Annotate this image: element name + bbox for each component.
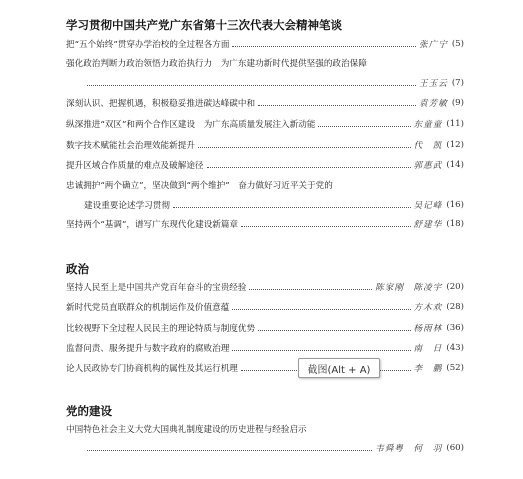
entry-author: 李 鹏: [413, 364, 443, 374]
toc-entry[interactable]: [66, 279, 464, 295]
entry-page: (28): [446, 302, 464, 312]
toc-entry-continuation[interactable]: [84, 197, 464, 213]
toc-entry[interactable]: [66, 55, 464, 71]
dot-leader: [232, 349, 410, 351]
entry-page: (14): [446, 160, 464, 170]
entry-title: 深刻认识、把握机遇，积极稳妥推进碳达峰碳中和: [66, 99, 256, 109]
toc-entry-continuation[interactable]: [84, 440, 464, 456]
dot-leader: [232, 308, 410, 310]
dot-leader: [258, 329, 410, 331]
toc-entry-continuation[interactable]: [84, 75, 464, 91]
toc-entry[interactable]: [66, 340, 464, 356]
toc-entry[interactable]: [66, 137, 464, 153]
dot-leader: [207, 166, 411, 168]
entry-title: 数字技术赋能社会治理效能新提升: [66, 141, 195, 151]
toc-entry[interactable]: [66, 299, 464, 315]
dot-leader: [318, 125, 410, 127]
entry-title: 新时代党员直联群众的机制运作及价值意蕴: [66, 303, 230, 313]
section-title: 党的建设: [66, 404, 112, 418]
entry-author: 方木欢: [413, 303, 443, 313]
entry-title: 中国特色社会主义大党大国典礼制度建设的历史进程与经验启示: [66, 425, 307, 435]
dot-leader: [87, 449, 372, 451]
entry-author: 东童童: [413, 120, 443, 130]
section-title: 学习贯彻中国共产党广东省第十三次代表大会精神笔谈: [66, 18, 342, 32]
entry-page: (52): [446, 363, 464, 373]
entry-author: 吴记峰: [413, 201, 443, 211]
toc-entry[interactable]: [66, 116, 464, 132]
entry-author: 王玉云: [419, 79, 448, 89]
entry-title: 提升区域合作质量的难点及破解途径: [66, 161, 204, 171]
entry-title: 监督问责、服务提升与数字政府的腐败治理: [66, 344, 230, 354]
entry-page: (7): [451, 78, 464, 88]
entry-author: 南 日: [413, 344, 443, 354]
toc-entry[interactable]: [66, 157, 464, 173]
entry-title: 把“五个始终”贯穿办学治校的全过程各方面: [66, 40, 230, 50]
entry-author: 舒建华: [413, 220, 443, 230]
entry-title: 坚持两个“基调”，谱写广东现代化建设新篇章: [66, 220, 239, 230]
entry-page: (60): [446, 443, 464, 453]
toc-entry[interactable]: [66, 216, 464, 232]
screenshot-tooltip: 截图(Alt + A): [298, 358, 380, 378]
entry-page: (43): [446, 343, 464, 353]
dot-leader: [241, 225, 410, 227]
dot-leader: [173, 206, 411, 208]
entry-title: 论人民政协专门协商机构的属性及其运行机理: [66, 364, 238, 374]
entry-author: 陈家刚 陈凌宇: [375, 283, 443, 293]
entry-author: 代 凯: [413, 141, 443, 151]
toc-entry[interactable]: [66, 360, 464, 376]
entry-author: 袁芳敏: [419, 99, 448, 109]
entry-title: 比较视野下全过程人民民主的理论特质与制度优势: [66, 324, 256, 334]
entry-author: 杨雨林: [413, 324, 443, 334]
entry-title-cont: 建设重要论述学习贯彻: [84, 201, 170, 211]
dot-leader: [87, 84, 416, 86]
entry-page: (18): [446, 219, 464, 229]
entry-title: 强化政治判断力政治领悟力政治执行力 为广东建功新时代提供坚强的政治保障: [66, 59, 367, 69]
dot-leader: [258, 104, 416, 106]
entry-author: 张广宁: [419, 40, 448, 50]
dot-leader: [249, 288, 372, 290]
toc-entry[interactable]: [66, 95, 464, 111]
section-title: 政治: [66, 262, 89, 276]
toc-entry[interactable]: [66, 36, 464, 52]
toc-entry[interactable]: [66, 177, 464, 193]
entry-page: (9): [451, 98, 464, 108]
entry-title: 纵深推进“双区”和两个合作区建设 为广东高质量发展注入新动能: [66, 120, 316, 130]
toc-entry[interactable]: [66, 421, 464, 437]
entry-author: 郭惠武: [413, 161, 443, 171]
entry-page: (36): [446, 323, 464, 333]
toc-entry[interactable]: [66, 320, 464, 336]
entry-page: (11): [446, 119, 464, 129]
entry-page: (20): [446, 282, 464, 292]
dot-leader: [232, 45, 416, 47]
dot-leader: [198, 146, 411, 148]
entry-title: 忠诚拥护“两个确立”，坚决做到“两个维护” 奋力做好习近平关于党的: [66, 181, 333, 191]
entry-title: 坚持人民至上是中国共产党百年奋斗的宝贵经验: [66, 283, 247, 293]
entry-page: (16): [446, 200, 464, 210]
entry-page: (12): [446, 140, 464, 150]
entry-page: (5): [451, 39, 464, 49]
entry-author: 韦舜粤 何 羽: [375, 444, 443, 454]
